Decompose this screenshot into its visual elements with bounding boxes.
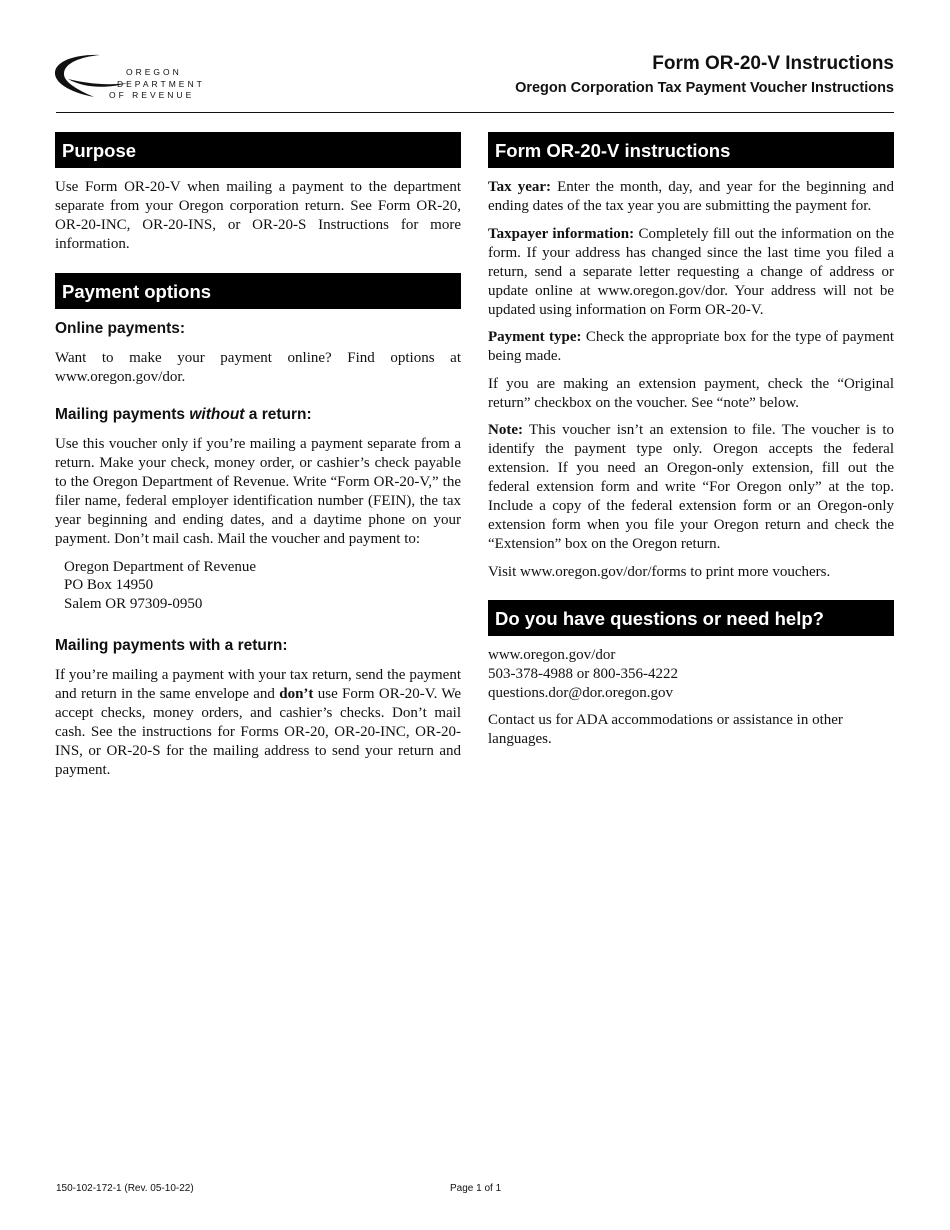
address-line: Salem OR 97309-0950 (64, 595, 203, 612)
right-column (488, 132, 894, 758)
taxpayer-info-text: Taxpayer information: Completely fill out the information on the form. If your address has changed since the last time you filed a return, send a separate letter requesting a change of address or update online at www.oregon.gov/dor. Your address will not be updated using information on Form OR-20-V. (488, 225, 894, 318)
mailing-without-return-heading: Mailing payments without a return: (55, 406, 312, 423)
form-number: 150-102-172-1 (Rev. 05-10-22) (56, 1183, 194, 1194)
agency-logo (54, 52, 204, 104)
purpose-heading: Purpose (55, 132, 461, 168)
address-line: Oregon Department of Revenue (64, 558, 257, 575)
instructions-heading: Form OR-20-V instructions (488, 132, 894, 168)
logo-text-department: DEPARTMENT (117, 79, 205, 89)
header-divider (56, 112, 894, 113)
page-title: Form OR-20-V Instructions (652, 53, 894, 74)
help-contacts (488, 646, 894, 703)
left-column (55, 132, 461, 789)
mailing-with-return-heading: Mailing payments with a return: (55, 637, 288, 654)
online-payments-text: Want to make your payment online? Find options at www.oregon.gov/dor. (55, 349, 461, 385)
help-heading: Do you have questions or need help? (488, 600, 894, 636)
help-phone: 503-378-4988 or 800-356-4222 (488, 666, 678, 682)
tax-year-text: Tax year: Enter the month, day, and year for the beginning and ending dates of the tax year you are submitting the payment for. (488, 179, 894, 214)
logo-text-of-revenue: OF REVENUE (109, 90, 195, 100)
ada-text: Contact us for ADA accommodations or assistance in other languages. (488, 712, 843, 747)
mailing-address (64, 558, 461, 614)
visit-forms-text: Visit www.oregon.gov/dor/forms to print more vouchers. (488, 563, 831, 580)
mailing-without-return-text: Use this voucher only if you’re mailing a payment separate from a return. Make your check, money order, or cashier’s check payable to the Oregon Department of Revenue. Write “Form OR-20-V,” the filer name, federal employer identification number (FEIN), the tax year beginning and ending dates, and a daytime phone on your payment. Don’t mail cash. Mail the voucher and payment to: (55, 436, 461, 547)
payment-options-heading: Payment options (55, 273, 461, 309)
payment-type-text: Payment type: Check the appropriate box for the type of payment being made. (488, 329, 894, 364)
purpose-text: Use Form OR-20-V when mailing a payment to the department separate from your Oregon corporation return. See Form OR-20, OR-20-INC, OR-20-INS, or OR-20-S Instructions for more information. (55, 179, 461, 252)
help-email: questions.dor@dor.oregon.gov (488, 685, 674, 701)
page-number: Page 1 of 1 (450, 1183, 502, 1194)
page-subtitle: Oregon Corporation Tax Payment Voucher Instructions (515, 80, 894, 96)
help-website: www.oregon.gov/dor (488, 647, 616, 663)
extension-payment-text: If you are making an extension payment, check the “Original return” checkbox on the voucher. See “note” below. (488, 375, 894, 411)
address-line: PO Box 14950 (64, 577, 154, 593)
logo-text-oregon: OREGON (126, 67, 182, 77)
online-payments-heading: Online payments: (55, 319, 186, 337)
mailing-with-return-text: If you’re mailing a payment with your tax return, send the payment and return in the same envelope and don’t use Form OR-20-V. We accept checks, money orders, and cashier’s checks. Don’t mail cash. See the instructions for Forms OR-20, OR-20-INC, OR-20-INS, or OR-20-S for the mailing address to send your return and payment. (55, 667, 461, 778)
note-text: Note: This voucher isn’t an extension to file. The voucher is to identify the payment type only. Oregon accepts the federal extension. If you need an Oregon-only extension, fill out the federal extension form and write “For Oregon only” at the top. Include a copy of the federal extension form or an Oregon-only extension form when you file your Oregon return and check the “Extension” box on the Oregon return. (488, 422, 894, 552)
